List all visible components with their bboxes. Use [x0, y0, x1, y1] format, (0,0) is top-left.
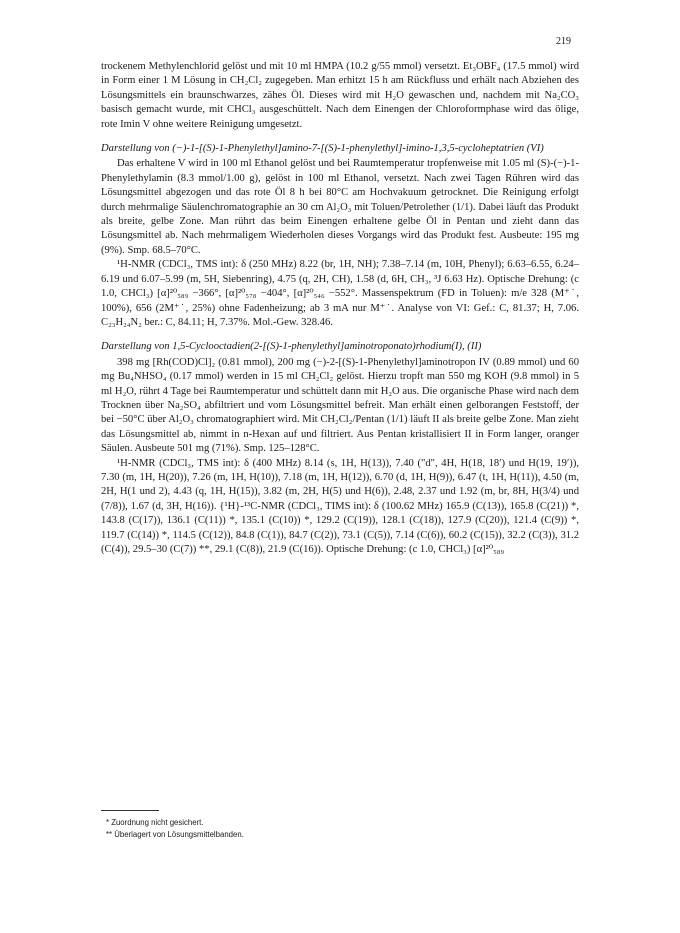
section-heading-vi: Darstellung von (−)-1-[(S)-1-Phenylethyl]amino-7-[(S)-1-phenylethyl]-imino-1,3,5-cycloheptatrien (VI) [101, 143, 544, 155]
paragraph-ii-procedure: 398 mg [Rh(COD)Cl]₂ (0.81 mmol), 200 mg (−)-2-[(S)-1-Phenylethyl]aminotropon IV (0.89 mmol) und 60 mg Bu₄NHSO₄ (0.17 mmol) werden in 15 ml CH₂Cl₂ gelöst. Hierzu tropft man 550 mg KOH (9.8 mmol) in 5 ml H₂O, rührt 4 Tage bei Raumtemperatur und schüttelt dann mit H₂O aus. Die organische Phase wird nach dem Trocknen über Na₂SO₄ abfiltriert und vom Lösungsmittel befreit. Man erhält einen gelborangen Feststoff, der bei −50°C über Al₂O₃ chromatographiert wird. Mit CH₂Cl₂/Pentan (1/1) läuft II als breite gelbe Zone. Man zieht das Lösungsmittel ab, nimmt in n-Hexan auf und filtriert. Aus Pentan kristallisiert II in Form langer, oranger Säulen. Ausbeute 501 mg (71%). Smp. 125–128°C. [101, 356, 579, 455]
footnote-item: * Zuordnung nicht gesichert. [106, 818, 204, 827]
footnote-item: ** Überlagert von Lösungsmittelbanden. [106, 830, 244, 839]
paragraph-vi-nmr: ¹H-NMR (CDCl₃, TMS int): δ (250 MHz) 8.22 (br, 1H, NH); 7.38–7.14 (m, 10H, Phenyl); 6.63–6.55, 6.24–6.19 und 6.07–5.99 (m, 5H, Siebenring), 4.75 (q, 2H, CH), 1.58 (d, 6H, CH₃, ³J 6.63 Hz). Optische Drehung: (c 1.0, CHCl₃) [α]²⁰₅₈₉ −366°, [α]²⁰₅₇₈ −404°, [α]²⁰₅₄₆ −552°. Massenspektrum (FD in Toluen): m/e 328 (M⁺˙, 100%), 656 (2M⁺˙, 25%) ohne Fadenheizung; ab 3 mA nur M⁺˙. Analyse von VI: Gef.: C, 81.37; H, 7.06. C₂₃H₂₄N₂ ber.: C, 84.11; H, 7.37%. Mol.-Gew. 328.46. [101, 259, 579, 328]
page-number: 219 [556, 36, 571, 47]
footnote-divider [101, 810, 159, 811]
intro-paragraph: trockenem Methylenchlorid gelöst und mit 10 ml HMPA (10.2 g/55 mmol) versetzt. Et₃OBF₄ (17.5 mmol) wird in Form einer 1 M Lösung in CH₂Cl₂ zugegeben. Man erhitzt 15 h am Rückfluss und erhält nach Abziehen des Lösungsmittels ein braunschwarzes, zähes Öl. Dieses wird mit H₂O gewaschen und, nachdem mit Na₂CO₃ basisch gemacht wurde, mit CHCl₃ ausgeschüttelt. Nach dem Einengen der Chloroformphase wird das ölige, rote Imin V ohne weitere Reinigung umgesetzt. [101, 61, 579, 130]
footnotes [106, 817, 576, 841]
paragraph-ii-nmr: ¹H-NMR (CDCl₃, TMS int): δ (400 MHz) 8.14 (s, 1H, H(13)), 7.40 ("d", 4H, H(18, 18′) und H(19, 19′)), 7.30 (m, 1H, H(20)), 7.26 (m, 1H, H(10)), 7.18 (m, 1H, H(12)), 6.70 (d, 1H, H(9)), 6.47 (t, 1H, H(11)), 4.50 (m, 2H, H(1 und 2), 4.43 (q, 1H, H(15)), 3.82 (m, 2H, H(5) und H(6)), 2.48, 2.37 und 1.92 (m, br, 8H, H(3/4) und (7/8)), 1.67 (d, 3H, H(16)). {¹H}-¹³C-NMR (CDCl₃, TIMS int): δ (100.62 MHz) 165.9 (C(13)), 165.8 (C(21)) *, 143.8 (C(17)), 136.1 (C(11)) *, 135.1 (C(10)) *, 129.2 (C(19)), 128.1 (C(18)), 127.9 (C(20)), 121.4 (C(9)) *, 119.7 (C(14)) *, 114.5 (C(12)), 84.8 (C(1)), 84.7 (C(2)), 73.1 (C(5)), 7.14 (C(6)), 60.2 (C(15)), 32.2 (C(3)), 31.2 (C(4)), 29.5–30 (C(7)) **, 29.1 (C(8)), 21.9 (C(16)). Optische Drehung: (c 1.0, CHCl₃) [α]²⁰₅₈₉ [101, 457, 579, 555]
main-text [101, 60, 579, 557]
section-heading-ii: Darstellung von 1,5-Cyclooctadien(2-[(S)-1-phenylethyl]aminotroponato)rhodium(I), (II) [101, 341, 482, 353]
paragraph-vi-procedure: Das erhaltene V wird in 100 ml Ethanol gelöst und bei Raumtemperatur tropfenweise mit 1.05 ml (S)-(−)-1-Phenylethylamin (8.3 mmol/1.00 g), gelöst in 100 ml Ethanol, versetzt. Nach zwei Tagen Rühren wird das Lösungsmittel abgezogen und das rote Öl 8 h bei 80°C am Hochvakuum getrocknet. Die Reinigung erfolgt durch mehrmalige Säulenchromatographie an 30 cm Al₂O₃ mit Toluen/Petrolether (1/1). Dabei läuft das Produkt als breite, gelbe Zone. Man rührt das beim Einengen erhaltene gelbe Öl in Pentan und zieht dann das Lösungsmittel ab. Nach mehrmaligem Wiederholen dieses Vorgangs wird das Produkt fest. Ausbeute: 195 mg (9%). Smp. 68.5–70°C. [101, 158, 579, 256]
